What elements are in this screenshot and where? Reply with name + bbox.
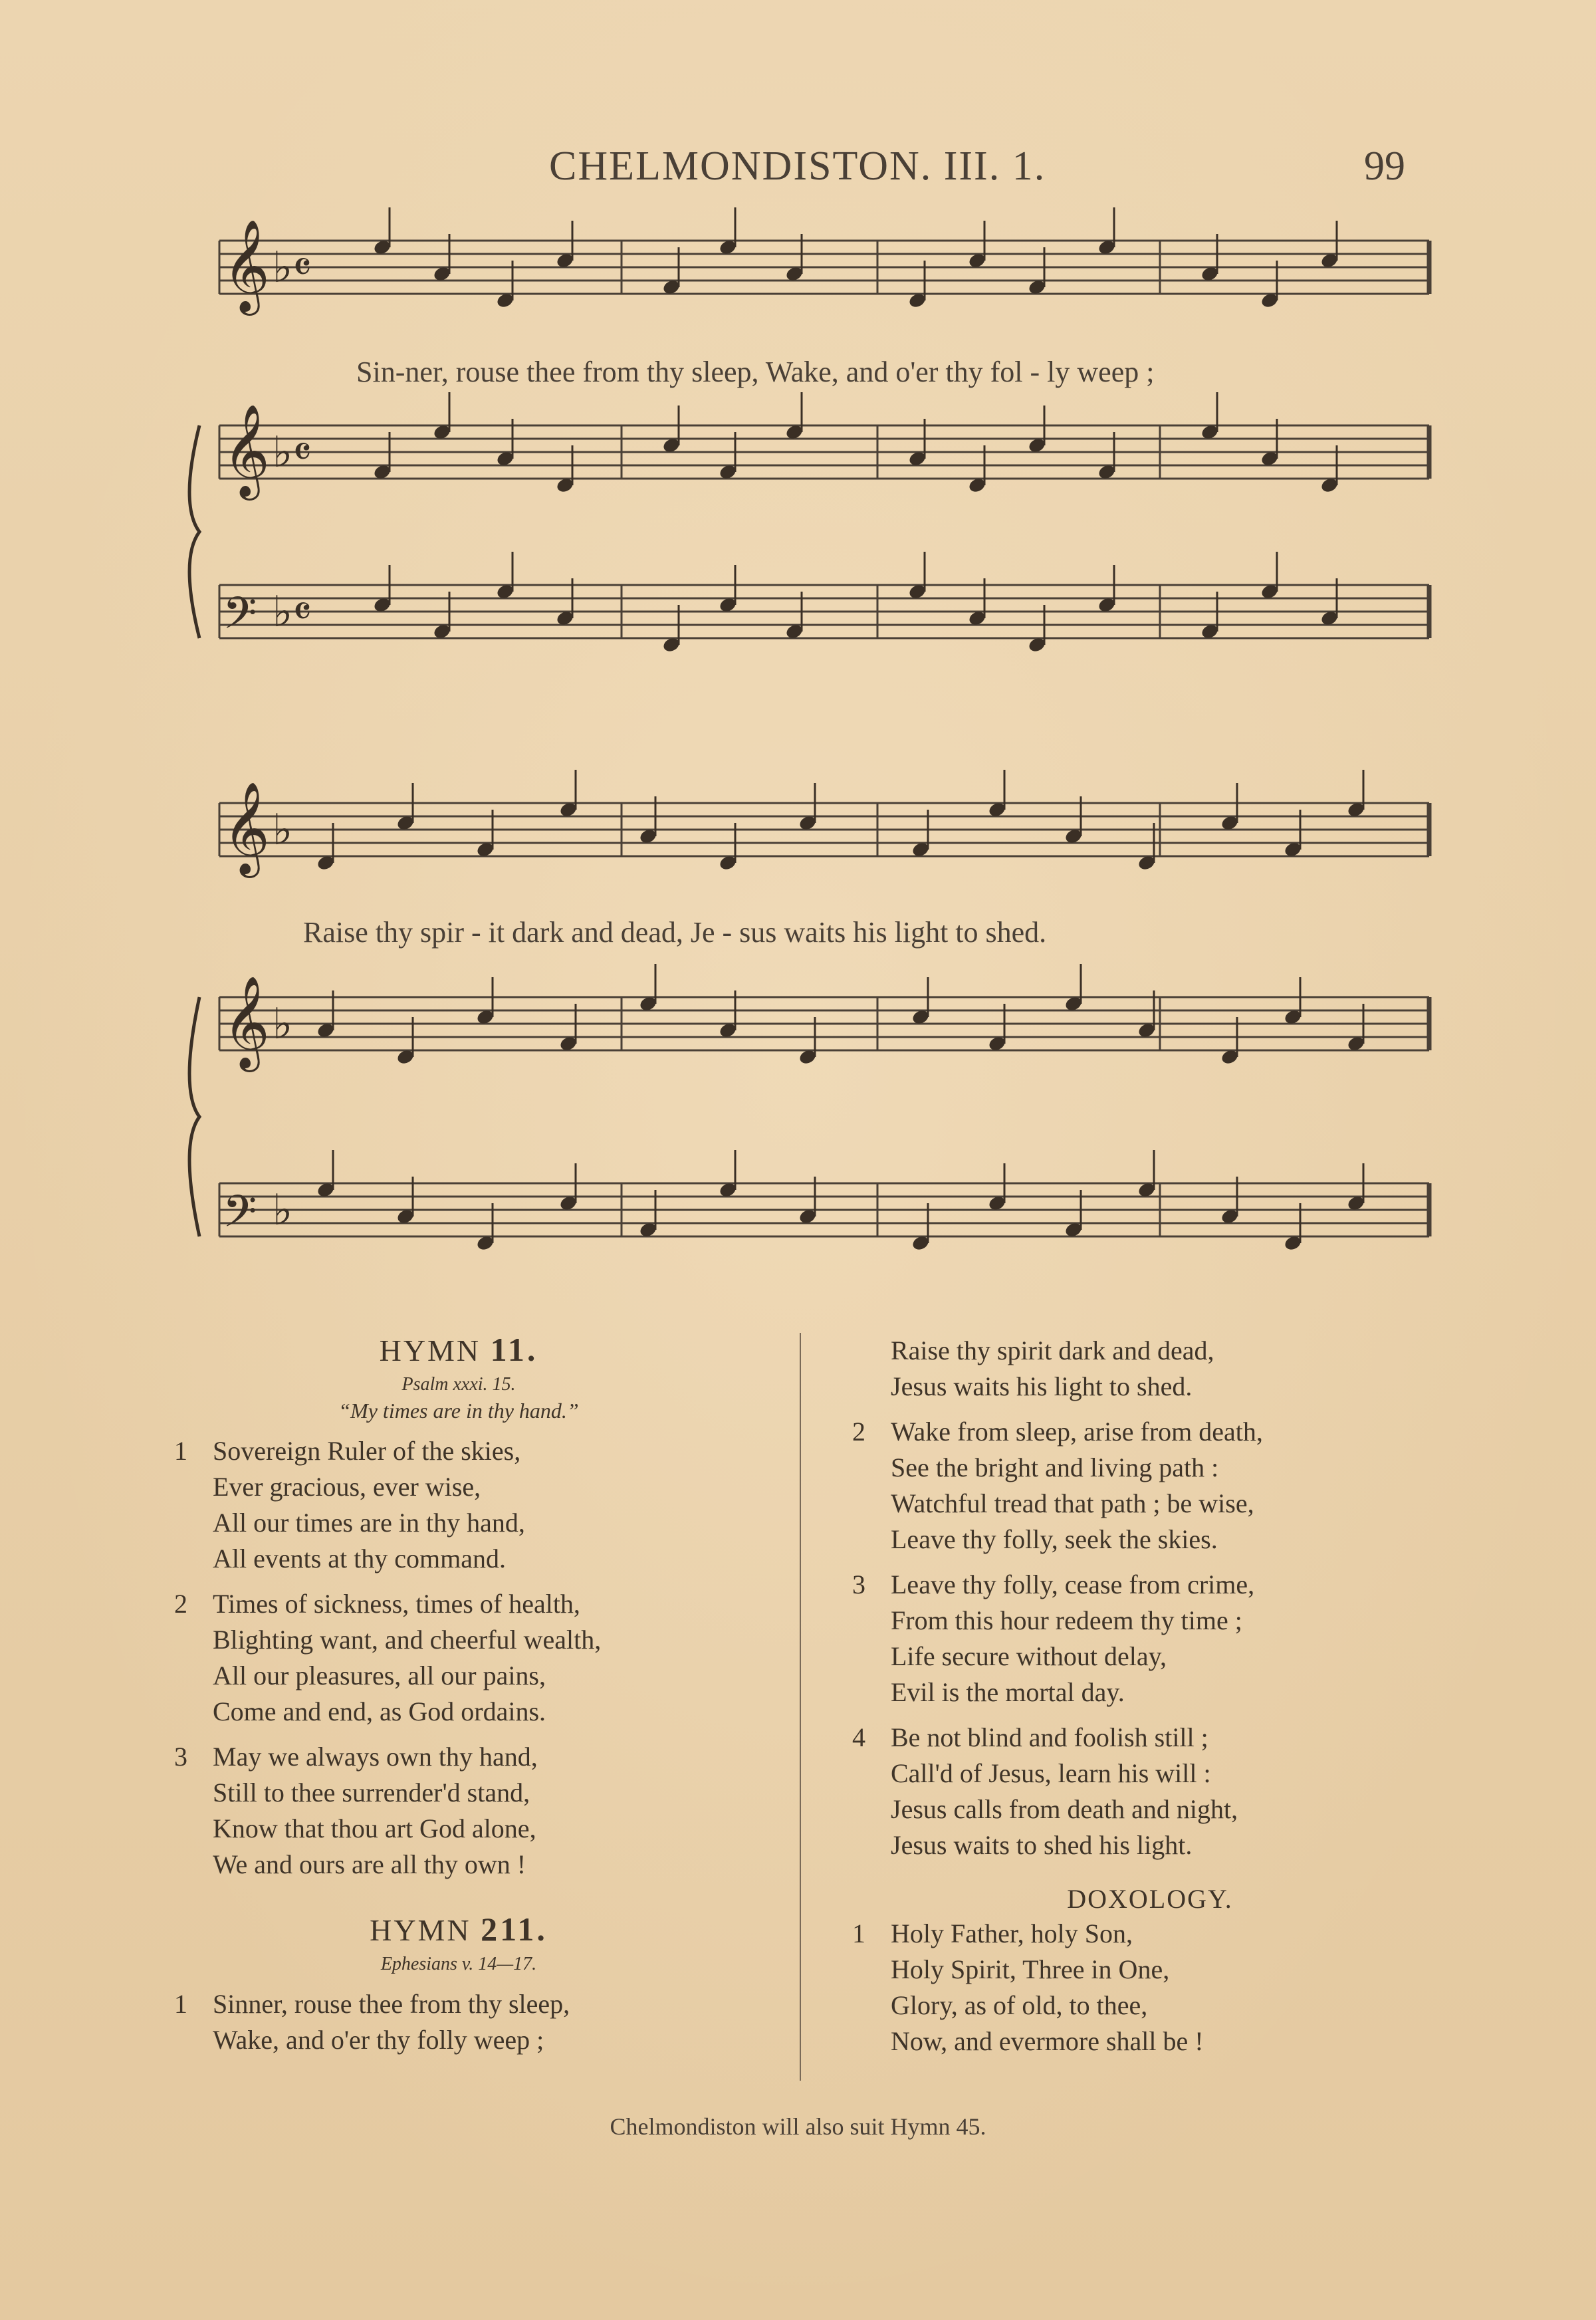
hymn-11 bbox=[160, 1330, 758, 1883]
hymn-211 bbox=[160, 1909, 758, 2058]
verse-line bbox=[838, 2024, 1462, 2059]
clef-icon: 𝄞 bbox=[223, 782, 270, 874]
key-signature: ♭ bbox=[273, 1186, 293, 1235]
verse-line bbox=[160, 1586, 758, 1622]
verse-line bbox=[160, 1986, 758, 2022]
verse-text: Blighting want, and cheerful wealth, bbox=[213, 1625, 602, 1655]
verse-line bbox=[838, 1567, 1462, 1603]
verse bbox=[838, 1567, 1462, 1710]
verse-text: Life secure without delay, bbox=[891, 1641, 1167, 1671]
hymn-label: HYMN bbox=[370, 1913, 471, 1947]
verse-line bbox=[838, 1450, 1462, 1486]
verse bbox=[160, 1739, 758, 1883]
verse-line bbox=[838, 1333, 1462, 1369]
clef-icon: 𝄞 bbox=[223, 976, 270, 1068]
verse bbox=[838, 1916, 1462, 2059]
tune-title: CHELMONDISTON. III. 1. bbox=[549, 144, 1046, 189]
verse-text: Wake, and o'er thy folly weep ; bbox=[213, 2025, 544, 2055]
verse-line bbox=[160, 1469, 758, 1505]
verse-number: 3 bbox=[852, 1569, 865, 1599]
verse-text: Glory, as of old, to thee, bbox=[891, 1990, 1148, 2020]
verse-number: 2 bbox=[852, 1417, 865, 1447]
verse-line bbox=[838, 1369, 1462, 1405]
verse-text: Leave thy folly, seek the skies. bbox=[891, 1524, 1218, 1554]
column-divider bbox=[800, 1333, 801, 2081]
right-column bbox=[838, 1333, 1462, 2059]
verse-text: Sinner, rouse thee from thy sleep, bbox=[213, 1989, 570, 2019]
verse-line bbox=[160, 1541, 758, 1577]
verse-line bbox=[160, 1775, 758, 1811]
verse bbox=[838, 1414, 1462, 1558]
key-signature: ♭𝄴 bbox=[273, 243, 312, 292]
verse-text: Now, and evermore shall be ! bbox=[891, 2026, 1204, 2056]
verse-text: See the bright and living path : bbox=[891, 1452, 1219, 1482]
verse-text: Wake from sleep, arise from death, bbox=[891, 1417, 1263, 1447]
key-signature: ♭𝄴 bbox=[273, 428, 312, 477]
verse-line bbox=[838, 1639, 1462, 1675]
lyrics-line-2: Raise thy spir - it dark and dead, Je - sus waits his light to shed. bbox=[303, 916, 1047, 949]
hymn-motto: “My times are in thy hand.” bbox=[338, 1399, 579, 1423]
key-signature: ♭ bbox=[273, 806, 293, 855]
verse-line bbox=[160, 1694, 758, 1730]
system-brace bbox=[189, 425, 199, 638]
verse-number: 2 bbox=[174, 1589, 187, 1619]
clef-icon: 𝄞 bbox=[223, 404, 270, 497]
clef-icon: 𝄢 bbox=[223, 588, 257, 649]
verse-text: Jesus calls from death and night, bbox=[891, 1794, 1238, 1824]
scripture-reference: Psalm xxxi. 15. bbox=[401, 1374, 516, 1395]
verse-text: All our times are in thy hand, bbox=[213, 1508, 525, 1538]
verse-line bbox=[838, 1414, 1462, 1450]
verse-text: Jesus waits to shed his light. bbox=[891, 1830, 1193, 1860]
verse-line bbox=[838, 1792, 1462, 1827]
key-signature: ♭ bbox=[273, 1000, 293, 1049]
verse-text: Leave thy folly, cease from crime, bbox=[891, 1569, 1255, 1599]
scripture-reference: Ephesians v. 14—17. bbox=[380, 1954, 537, 1974]
verse bbox=[160, 1433, 758, 1577]
verse-line bbox=[838, 1916, 1462, 1952]
verse-line bbox=[160, 1811, 758, 1847]
verse-text: Holy Spirit, Three in One, bbox=[891, 1954, 1170, 1984]
verse-line bbox=[838, 1827, 1462, 1863]
verse-number: 1 bbox=[174, 1436, 187, 1466]
verse-line bbox=[160, 1505, 758, 1541]
verse bbox=[160, 1586, 758, 1730]
verse-line bbox=[838, 1675, 1462, 1710]
lyrics-line-1: Sin-ner, rouse thee from thy sleep, Wake, and o'er thy fol - ly weep ; bbox=[356, 356, 1155, 388]
verse-text: Times of sickness, times of health, bbox=[213, 1589, 580, 1619]
verse-text: Still to thee surrender'd stand, bbox=[213, 1778, 530, 1807]
verse-text: May we always own thy hand, bbox=[213, 1742, 538, 1772]
verse-number: 3 bbox=[174, 1742, 187, 1772]
verse-text: Holy Father, holy Son, bbox=[891, 1918, 1133, 1948]
verse-text: Evil is the mortal day. bbox=[891, 1677, 1125, 1707]
verse-line bbox=[160, 1847, 758, 1883]
verse-number: 1 bbox=[852, 1918, 865, 1948]
verse-text: Be not blind and foolish still ; bbox=[891, 1722, 1208, 1752]
verse bbox=[160, 1986, 758, 2058]
verse-number: 4 bbox=[852, 1722, 865, 1752]
verse-line bbox=[838, 1720, 1462, 1756]
verse-line bbox=[838, 1988, 1462, 2024]
verse-text: All our pleasures, all our pains, bbox=[213, 1661, 546, 1690]
verse-text: From this hour redeem thy time ; bbox=[891, 1605, 1242, 1635]
verse-line bbox=[160, 1622, 758, 1658]
verse-line bbox=[838, 1952, 1462, 1988]
clef-icon: 𝄢 bbox=[223, 1186, 257, 1248]
left-column bbox=[160, 1330, 758, 2058]
verse-text: Ever gracious, ever wise, bbox=[213, 1472, 481, 1502]
hymn-number: 211. bbox=[481, 1911, 548, 1948]
verse-line bbox=[160, 2022, 758, 2058]
verse-line bbox=[838, 1522, 1462, 1558]
footer-text: Chelmondiston will also suit Hymn 45. bbox=[610, 2113, 986, 2140]
footer-note bbox=[0, 2113, 1596, 2141]
verse-text: Call'd of Jesus, learn his will : bbox=[891, 1758, 1211, 1788]
verse-line bbox=[838, 1486, 1462, 1522]
verse-line bbox=[160, 1433, 758, 1469]
verse-text: Sovereign Ruler of the skies, bbox=[213, 1436, 521, 1466]
verse-line bbox=[160, 1658, 758, 1694]
verse-line bbox=[160, 1739, 758, 1775]
verse-text: We and ours are all thy own ! bbox=[213, 1849, 526, 1879]
verse-text: Jesus waits his light to shed. bbox=[891, 1371, 1193, 1401]
hymn-heading bbox=[160, 1909, 758, 1950]
hymn-number: 11. bbox=[490, 1331, 538, 1368]
system-brace bbox=[189, 997, 199, 1236]
key-signature: ♭𝄴 bbox=[273, 588, 312, 637]
page-number: 99 bbox=[1364, 144, 1405, 189]
verse bbox=[838, 1720, 1462, 1863]
verse-text: Raise thy spirit dark and dead, bbox=[891, 1335, 1214, 1365]
verse-text: All events at thy command. bbox=[213, 1544, 507, 1573]
verse bbox=[838, 1333, 1462, 1405]
hymn-heading bbox=[160, 1330, 758, 1371]
doxology-heading: DOXOLOGY. bbox=[1067, 1884, 1233, 1914]
verse-text: Watchful tread that path ; be wise, bbox=[891, 1488, 1254, 1518]
verse-number: 1 bbox=[174, 1989, 187, 2019]
verse-text: Come and end, as God ordains. bbox=[213, 1696, 546, 1726]
verse-line bbox=[838, 1756, 1462, 1792]
verse-text: Know that thou art God alone, bbox=[213, 1813, 536, 1843]
verse-line bbox=[838, 1603, 1462, 1639]
clef-icon: 𝄞 bbox=[223, 219, 270, 312]
hymn-label: HYMN bbox=[379, 1334, 481, 1367]
